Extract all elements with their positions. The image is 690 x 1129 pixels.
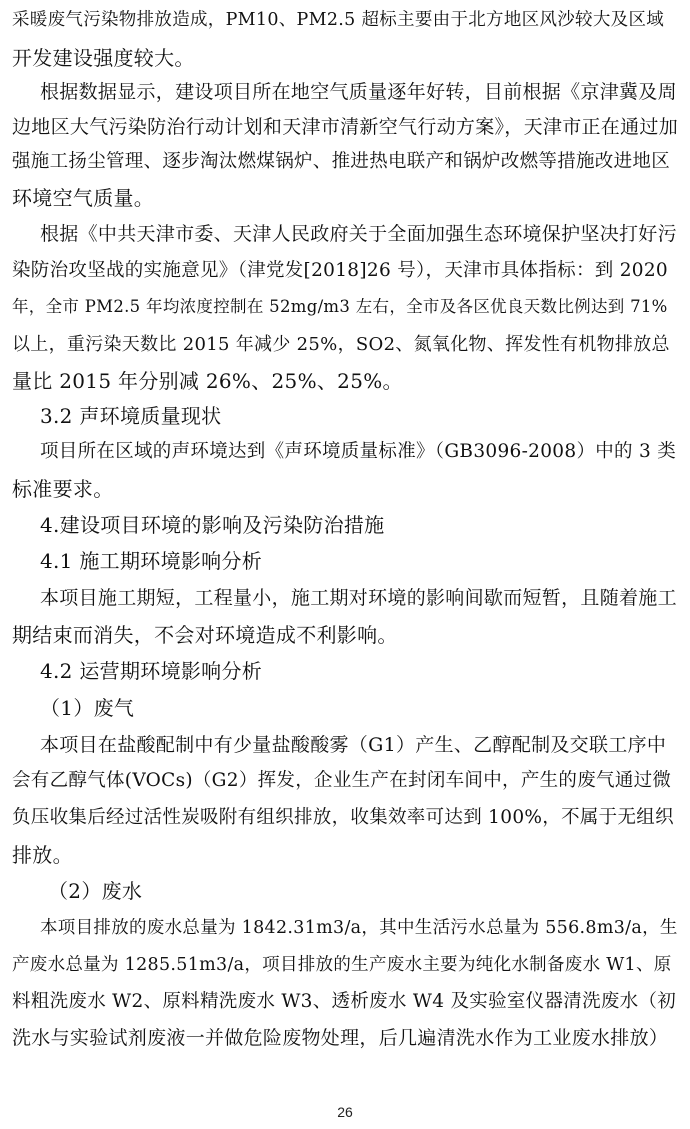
text-line: 本项目排放的废水总量为 1842.31m3/a，其中生活污水总量为 556.8m3/a，生	[40, 918, 678, 938]
text-line: 负压收集后经过活性炭吸附有组织排放，收集效率可达到 100%，不属于无组织	[12, 807, 674, 828]
section-heading: 4.建设项目环境的影响及污染防治措施	[40, 513, 385, 537]
text-line: 以上，重污染天数比 2015 年减少 25%，SO2、氮氧化物、挥发性有机物排放总	[12, 334, 670, 355]
text-line: 产废水总量为 1285.51m3/a，项目排放的生产废水主要为纯化水制备废水 W1、原	[12, 955, 672, 975]
text-line: 年，全市 PM2.5 年均浓度控制在 52mg/m3 左右，全市及各区优良天数比例达到 71%	[12, 297, 668, 316]
section-heading: 4.1 施工期环境影响分析	[40, 549, 263, 573]
text-line: 会有乙醇气体(VOCs)（G2）挥发，企业生产在封闭车间中，产生的废气通过微	[12, 770, 672, 791]
section-heading: 4.2 运营期环境影响分析	[40, 659, 263, 683]
text-line: 根据《中共天津市委、天津人民政府关于全面加强生态环境保护坚决打好污	[40, 223, 677, 245]
page-number: 26	[337, 1104, 353, 1120]
text-line: 项目所在区域的声环境达到《声环境质量标准》（GB3096-2008）中的 3 类	[40, 441, 677, 462]
text-line: 边地区大气污染防治行动计划和天津市清新空气行动方案》，天津市正在通过加	[12, 116, 679, 138]
text-line: 开发建设强度较大。	[12, 46, 195, 70]
section-heading: （2）废水	[48, 879, 143, 903]
text-line: 环境空气质量。	[12, 186, 155, 210]
text-line: 强施工扬尘管理、逐步淘汰燃煤锅炉、推进热电联产和锅炉改燃等措施改进地区	[12, 151, 671, 172]
text-line: 采暖废气污染物排放造成，PM10、PM2.5 超标主要由于北方地区风沙较大及区域	[12, 10, 665, 30]
section-heading: 3.2 声环境质量现状	[40, 404, 222, 428]
text-line: 排放。	[12, 843, 73, 867]
text-line: 本项目在盐酸配制中有少量盐酸酸雾（G1）产生、乙醇配制及交联工序中	[40, 734, 667, 756]
text-line: 量比 2015 年分别减 26%、25%、25%。	[12, 369, 403, 393]
text-line: 料粗洗废水 W2、原料精洗废水 W3、透析废水 W4 及实验室仪器清洗废水（初	[12, 991, 677, 1012]
section-heading: （1）废气	[40, 696, 135, 720]
text-line: 染防治攻坚战的实施意见》（津党发[2018]26 号），天津市具体指标：到 2020	[12, 260, 669, 281]
text-line: 期结束而消失，不会对环境造成不利影响。	[12, 623, 398, 647]
text-line: 洗水与实验试剂废液一并做危险废物处理，后几遍清洗水作为工业废水排放）	[12, 1027, 669, 1049]
text-line: 根据数据显示，建设项目所在地空气质量逐年好转，目前根据《京津冀及周	[40, 81, 677, 103]
text-line: 本项目施工期短，工程量小，施工期对环境的影响间歇而短暂，且随着施工	[40, 587, 677, 609]
text-line: 标准要求。	[12, 477, 114, 501]
